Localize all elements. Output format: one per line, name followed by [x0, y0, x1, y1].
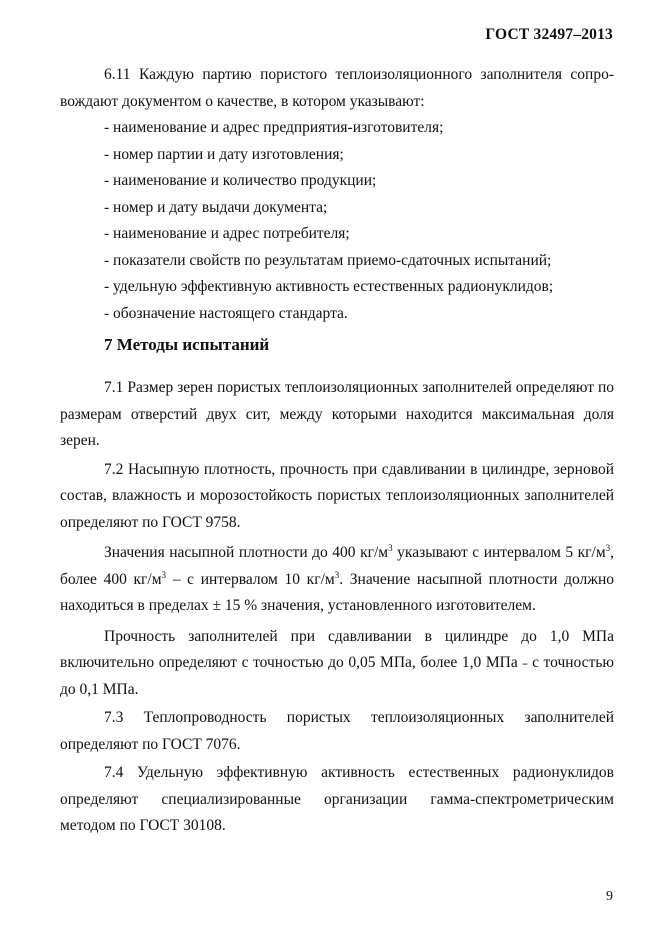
list-item: - наименование и адрес потребителя;	[104, 225, 350, 242]
document-contents-list	[104, 115, 614, 327]
list-item: - наименование и количество продукции;	[104, 172, 377, 189]
clause-6-11-line1: 6.11 Каждую партию пористого теплоизоляционного заполнителя сопро-	[104, 66, 614, 83]
clause-7-2: 7.2 Насыпную плотность, прочность при сдавливании в цилиндре, зерновой состав, влажность и морозостойкость пористых теплоизоляционных заполнителей определяют по ГОСТ 9758.	[60, 460, 614, 531]
clause-7-3: 7.3 Теплопроводность пористых теплоизоляционных заполнителей определяют по ГОСТ 7076.	[60, 709, 614, 753]
section-7-title: 7 Методы испытаний	[104, 335, 270, 354]
clause-6-11-line2: вождают документом о качестве, в котором указывают:	[60, 92, 425, 110]
clause-7-4: 7.4 Удельную эффективную активность естественных радионуклидов определяют специализированные организации гамма-спектрометрическим методом по ГОСТ 30108.	[60, 764, 614, 834]
list-item: - номер партии и дату изготовления;	[104, 145, 344, 163]
document-header: ГОСТ 32497–2013	[485, 26, 613, 43]
density-text-a: Значения насыпной плотности до 400 кг/м	[104, 544, 389, 561]
page-content	[60, 62, 615, 840]
clause-7-2-strength: Прочность заполнителей при сдавливании в цилиндре до 1,0 МПа включительно определяют с точностью до 0,05 МПа, более 1,0 МПа ˗ с точностью до 0,1 МПа.	[60, 627, 614, 698]
clause-6-11	[60, 62, 614, 115]
list-item: - показатели свойств по результатам приемо-сдаточных испытаний;	[104, 251, 552, 269]
superscript: 3	[334, 569, 340, 580]
page-number: 9	[606, 889, 613, 904]
density-text-b: указывают с интервалом 5 кг/м	[392, 544, 606, 561]
density-text-e: . Значение насыпной плотности должно находиться в пределах ± 15 % значения, установленного изготовителем.	[60, 570, 615, 614]
superscript: 3	[605, 543, 611, 553]
section-7-body	[60, 375, 614, 840]
density-text-c: , более 400 кг/м	[60, 544, 615, 588]
clause-7-1: 7.1 Размер зерен пористых теплоизоляционных заполнителей определяют по размерам отверстий двух сит, между которыми находится максимальная доля зерен.	[60, 379, 614, 449]
density-text-d: – с интервалом 10 кг/м	[166, 570, 335, 588]
list-item: - номер и дату выдачи документа;	[104, 198, 328, 216]
list-item: - обозначение настоящего стандарта.	[104, 304, 348, 322]
superscript: 3	[388, 543, 393, 553]
superscript: 3	[161, 569, 167, 580]
clause-7-2-density	[60, 540, 614, 620]
list-item: - наименование и адрес предприятия-изготовителя;	[104, 119, 444, 136]
list-item: - удельную эффективную активность естественных радионуклидов;	[104, 278, 554, 295]
